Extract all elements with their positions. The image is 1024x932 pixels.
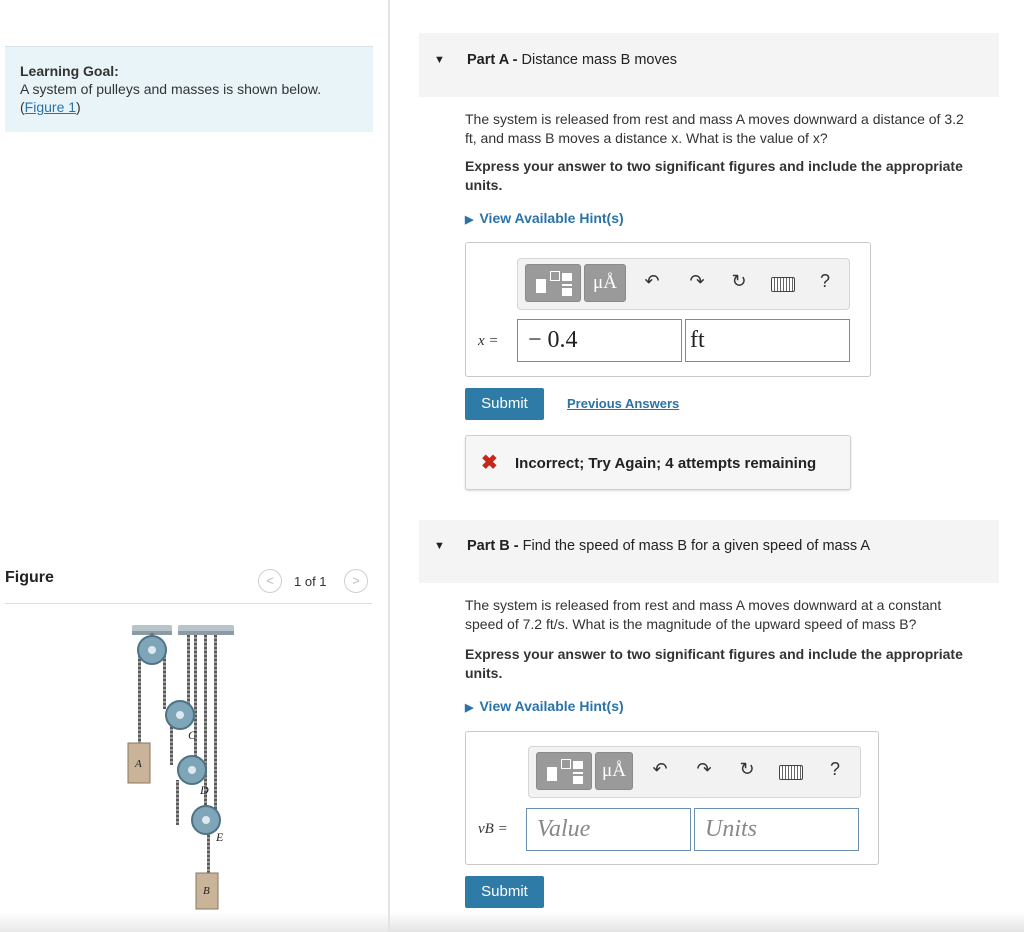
part-b-instruction: [465, 645, 1005, 683]
reset-icon[interactable]: ↻: [731, 271, 747, 291]
incorrect-x-icon: ✖: [481, 452, 498, 474]
figure-counter: 1 of 1: [294, 574, 327, 589]
undo-icon[interactable]: ↶: [652, 759, 668, 779]
label-d: D: [200, 783, 209, 797]
part-b-label: Part B -: [467, 538, 519, 554]
part-b-value-input[interactable]: Value: [526, 808, 691, 851]
part-b-hint-link[interactable]: [465, 698, 624, 714]
part-a-question: [465, 110, 1005, 148]
part-a-title: [467, 52, 677, 68]
feedback-box: [465, 435, 851, 490]
redo-icon[interactable]: ↷: [689, 271, 705, 291]
part-a-value-input[interactable]: − 0.4: [517, 319, 682, 362]
part-a-question-line1: The system is released from rest and mass A moves downward a distance of 3.2: [465, 111, 964, 127]
part-a-var-label: x =: [478, 333, 499, 349]
templates-button[interactable]: [536, 752, 592, 790]
undo-icon[interactable]: ↶: [644, 271, 660, 291]
chevron-right-icon: >: [352, 573, 360, 588]
part-b-question: [465, 596, 1005, 634]
part-b-submit-button[interactable]: Submit: [465, 876, 544, 908]
part-a-title-text: Distance mass B moves: [521, 52, 678, 68]
units-icon: μÅ: [602, 760, 626, 781]
feedback-text: Incorrect; Try Again; 4 attempts remaining: [515, 455, 817, 472]
part-b-question-line1: The system is released from rest and mass A moves downward at a constant: [465, 597, 942, 613]
help-icon[interactable]: ?: [819, 271, 830, 291]
part-a-label: Part A -: [467, 52, 518, 68]
chevron-left-icon: <: [266, 573, 274, 588]
part-b-title: [467, 538, 870, 554]
label-b: B: [203, 885, 210, 897]
part-a-hint-link[interactable]: [465, 210, 624, 226]
part-a-instruction-line1: Express your answer to two significant figures and include the appropriate: [465, 158, 963, 174]
learning-goal-title: Learning Goal:: [20, 63, 119, 79]
part-a-hint-text: View Available Hint(s): [479, 210, 624, 226]
reset-icon[interactable]: ↻: [739, 759, 755, 779]
figure-next-button[interactable]: [344, 569, 368, 593]
rope-a: [138, 649, 141, 745]
column-divider: [388, 0, 390, 932]
part-a-instruction-line2: units.: [465, 177, 503, 193]
units-button[interactable]: [584, 264, 626, 302]
collapse-triangle-icon[interactable]: ▼: [434, 540, 445, 552]
label-a: A: [135, 758, 142, 770]
part-b-units-input[interactable]: Units: [694, 808, 859, 851]
learning-goal-text: A system of pulleys and masses is shown below.: [20, 81, 322, 97]
previous-answers-link[interactable]: Previous Answers: [567, 396, 680, 411]
redo-icon[interactable]: ↷: [696, 759, 712, 779]
figure-prev-button[interactable]: [258, 569, 282, 593]
part-a-submit-button[interactable]: Submit: [465, 388, 544, 420]
part-b-title-text: Find the speed of mass B for a given speed of mass A: [522, 538, 870, 554]
keyboard-icon[interactable]: [779, 765, 803, 780]
label-c: C: [188, 728, 197, 742]
help-icon[interactable]: ?: [829, 759, 840, 779]
label-e: E: [216, 830, 224, 844]
figure-divider: [5, 603, 372, 604]
open-paren: (: [20, 99, 25, 115]
part-a-units-input[interactable]: ft: [685, 319, 850, 362]
templates-button[interactable]: [525, 264, 581, 302]
units-icon: μÅ: [593, 272, 617, 293]
keyboard-icon[interactable]: [771, 277, 795, 292]
units-button[interactable]: [595, 752, 633, 790]
figure-title: Figure: [5, 569, 54, 586]
part-b-hint-text: View Available Hint(s): [479, 698, 624, 714]
collapse-triangle-icon[interactable]: ▼: [434, 54, 445, 66]
bottom-fade-left: [0, 912, 388, 932]
part-a-question-line2: ft, and mass B moves a distance x. What is the value of x?: [465, 130, 828, 146]
close-paren: ): [76, 99, 81, 115]
part-b-var-label: vB =: [478, 821, 508, 837]
part-a-instruction: [465, 157, 1005, 195]
bottom-fade-right: [390, 912, 1024, 932]
figure-link[interactable]: Figure 1: [24, 99, 77, 115]
part-b-question-line2: speed of 7.2 ft/s. What is the magnitude of the upward speed of mass B?: [465, 616, 917, 632]
part-b-instruction-line2: units.: [465, 665, 503, 681]
learning-goal-figure-ref: [20, 99, 81, 115]
part-b-instruction-line1: Express your answer to two significant figures and include the appropriate: [465, 646, 963, 662]
pulley-figure: [110, 615, 250, 915]
expand-triangle-icon: ▶: [465, 702, 474, 714]
expand-triangle-icon: ▶: [465, 214, 474, 226]
